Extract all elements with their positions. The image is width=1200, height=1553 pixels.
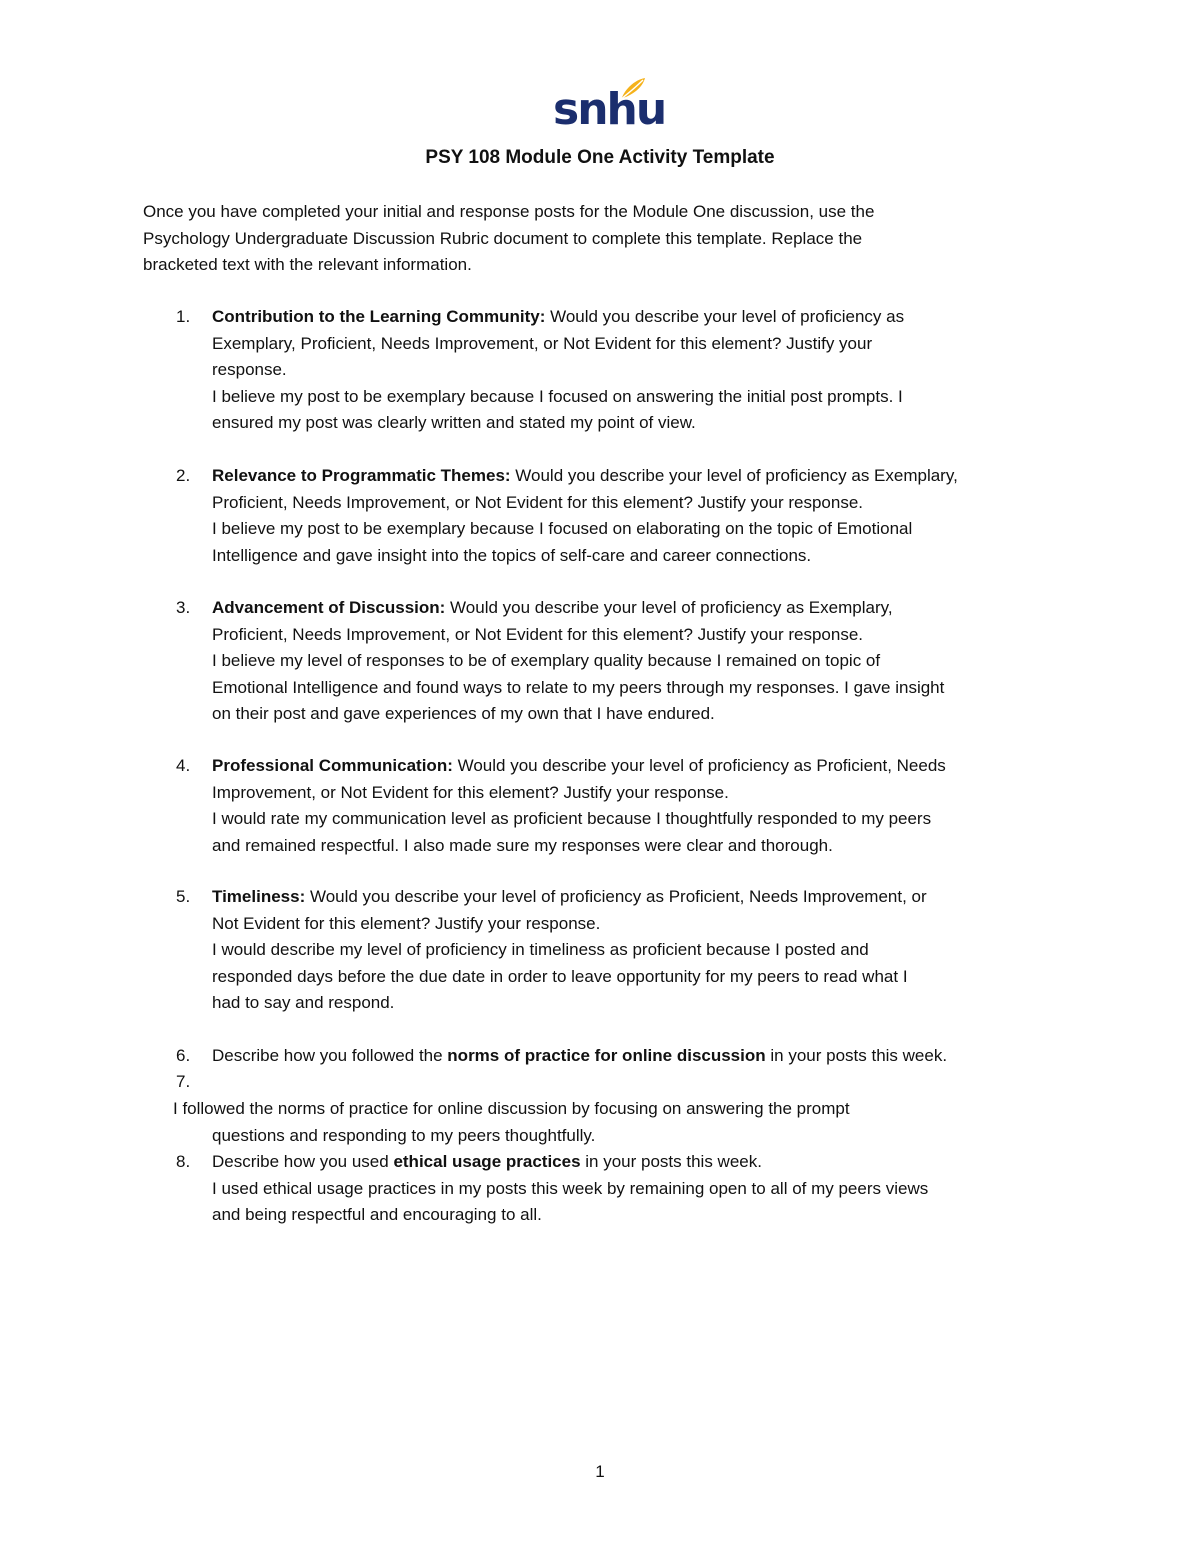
logo-text: snhu bbox=[553, 84, 666, 135]
item-emphasis: ethical usage practices bbox=[393, 1152, 581, 1171]
list-item-body bbox=[212, 884, 1082, 1017]
item-line: I used ethical usage practices in my posts this week by remaining open to all of my peers views bbox=[212, 1178, 929, 1198]
item-line: I believe my level of responses to be of exemplary quality because I remained on topic of bbox=[212, 651, 881, 670]
item-line: I believe my post to be exemplary because I focused on elaborating on the topic of Emotional bbox=[212, 519, 913, 538]
list-item-body bbox=[212, 304, 1082, 437]
page-number: 1 bbox=[595, 1462, 605, 1481]
item-text: Would you describe your level of proficiency as Proficient, Needs bbox=[452, 756, 946, 775]
item-text: Would you describe your level of proficiency as Proficient, Needs Improvement, or bbox=[305, 887, 927, 906]
item-line: Exemplary, Proficient, Needs Improvement, or Not Evident for this element? Justify your bbox=[212, 333, 873, 353]
item-line bbox=[212, 884, 1082, 911]
list-item-body bbox=[212, 1043, 1082, 1070]
intro-line: Psychology Undergraduate Discussion Rubric document to complete this template. Replace the bbox=[143, 228, 863, 248]
item-text: in your posts this week. bbox=[580, 1152, 762, 1171]
list-item-body bbox=[212, 1149, 1082, 1229]
item-line bbox=[212, 753, 1082, 780]
answer-line: questions and responding to my peers thoughtfully. bbox=[212, 1125, 596, 1145]
item-emphasis: norms of practice for online discussion bbox=[447, 1046, 766, 1065]
item-line: I believe my post to be exemplary because I focused on answering the initial post prompts. I bbox=[212, 386, 903, 406]
item-text: Would you describe your level of proficiency as bbox=[545, 307, 905, 326]
item-line: Intelligence and gave insight into the topics of self-care and career connections. bbox=[212, 545, 812, 565]
item-line bbox=[212, 304, 1082, 331]
answer-line: I followed the norms of practice for online discussion by focusing on answering the prompt bbox=[173, 1099, 850, 1118]
item-line: ensured my post was clearly written and stated my point of view. bbox=[212, 413, 696, 432]
item-heading: Contribution to the Learning Community: bbox=[212, 307, 546, 326]
item-line: response. bbox=[212, 360, 287, 379]
item-text: Describe how you followed the bbox=[212, 1046, 448, 1065]
item-line: Not Evident for this element? Justify your response. bbox=[212, 913, 601, 933]
list-item-body bbox=[212, 753, 1082, 859]
page-title: PSY 108 Module One Activity Template bbox=[425, 147, 775, 168]
item-line: Improvement, or Not Evident for this element? Justify your response. bbox=[212, 782, 729, 802]
list-number: 5. bbox=[176, 887, 191, 906]
list-number: 3. bbox=[176, 598, 191, 617]
intro-line: Once you have completed your initial and response posts for the Module One discussion, use the bbox=[143, 202, 875, 221]
list-item-body bbox=[212, 595, 1082, 728]
item-heading: Advancement of Discussion: bbox=[212, 598, 446, 617]
list-number: 8. bbox=[176, 1152, 191, 1171]
item-line bbox=[212, 463, 1082, 490]
item-line: I would describe my level of proficiency in timeliness as proficient because I posted and bbox=[212, 940, 869, 959]
item-line: I would rate my communication level as proficient because I thoughtfully responded to my peers bbox=[212, 809, 932, 828]
item-heading: Relevance to Programmatic Themes: bbox=[212, 466, 511, 485]
item-line: responded days before the due date in order to leave opportunity for my peers to read what I bbox=[212, 966, 908, 986]
list-number: 4. bbox=[176, 756, 191, 775]
intro-line: bracketed text with the relevant information. bbox=[143, 255, 472, 274]
item-text: Would you describe your level of proficiency as Exemplary, bbox=[510, 466, 958, 485]
item-line bbox=[212, 1149, 1082, 1176]
item-line: had to say and respond. bbox=[212, 993, 395, 1012]
item-line: on their post and gave experiences of my own that I have endured. bbox=[212, 704, 715, 723]
item-line: Proficient, Needs Improvement, or Not Evident for this element? Justify your response. bbox=[212, 492, 864, 512]
answer-paragraph bbox=[173, 1096, 1073, 1149]
snhu-logo bbox=[553, 76, 666, 136]
item-text: Would you describe your level of proficiency as Exemplary, bbox=[445, 598, 893, 617]
item-text: Describe how you used bbox=[212, 1152, 394, 1171]
list-item-body bbox=[212, 463, 1082, 569]
intro-paragraph bbox=[143, 199, 1063, 279]
list-number: 6. bbox=[176, 1046, 191, 1065]
item-line: and remained respectful. I also made sure my responses were clear and thorough. bbox=[212, 835, 833, 855]
list-number: 2. bbox=[176, 466, 191, 485]
item-line bbox=[212, 1043, 1082, 1070]
item-line: Emotional Intelligence and found ways to relate to my peers through my responses. I gave insight bbox=[212, 677, 945, 697]
item-line bbox=[212, 595, 1082, 622]
list-number: 1. bbox=[176, 307, 191, 326]
item-text: in your posts this week. bbox=[765, 1046, 948, 1065]
item-line: Proficient, Needs Improvement, or Not Evident for this element? Justify your response. bbox=[212, 624, 864, 644]
item-line: and being respectful and encouraging to all. bbox=[212, 1205, 542, 1224]
list-number: 7. bbox=[176, 1072, 191, 1091]
item-heading: Timeliness: bbox=[212, 887, 306, 906]
item-heading: Professional Communication: bbox=[212, 756, 453, 775]
